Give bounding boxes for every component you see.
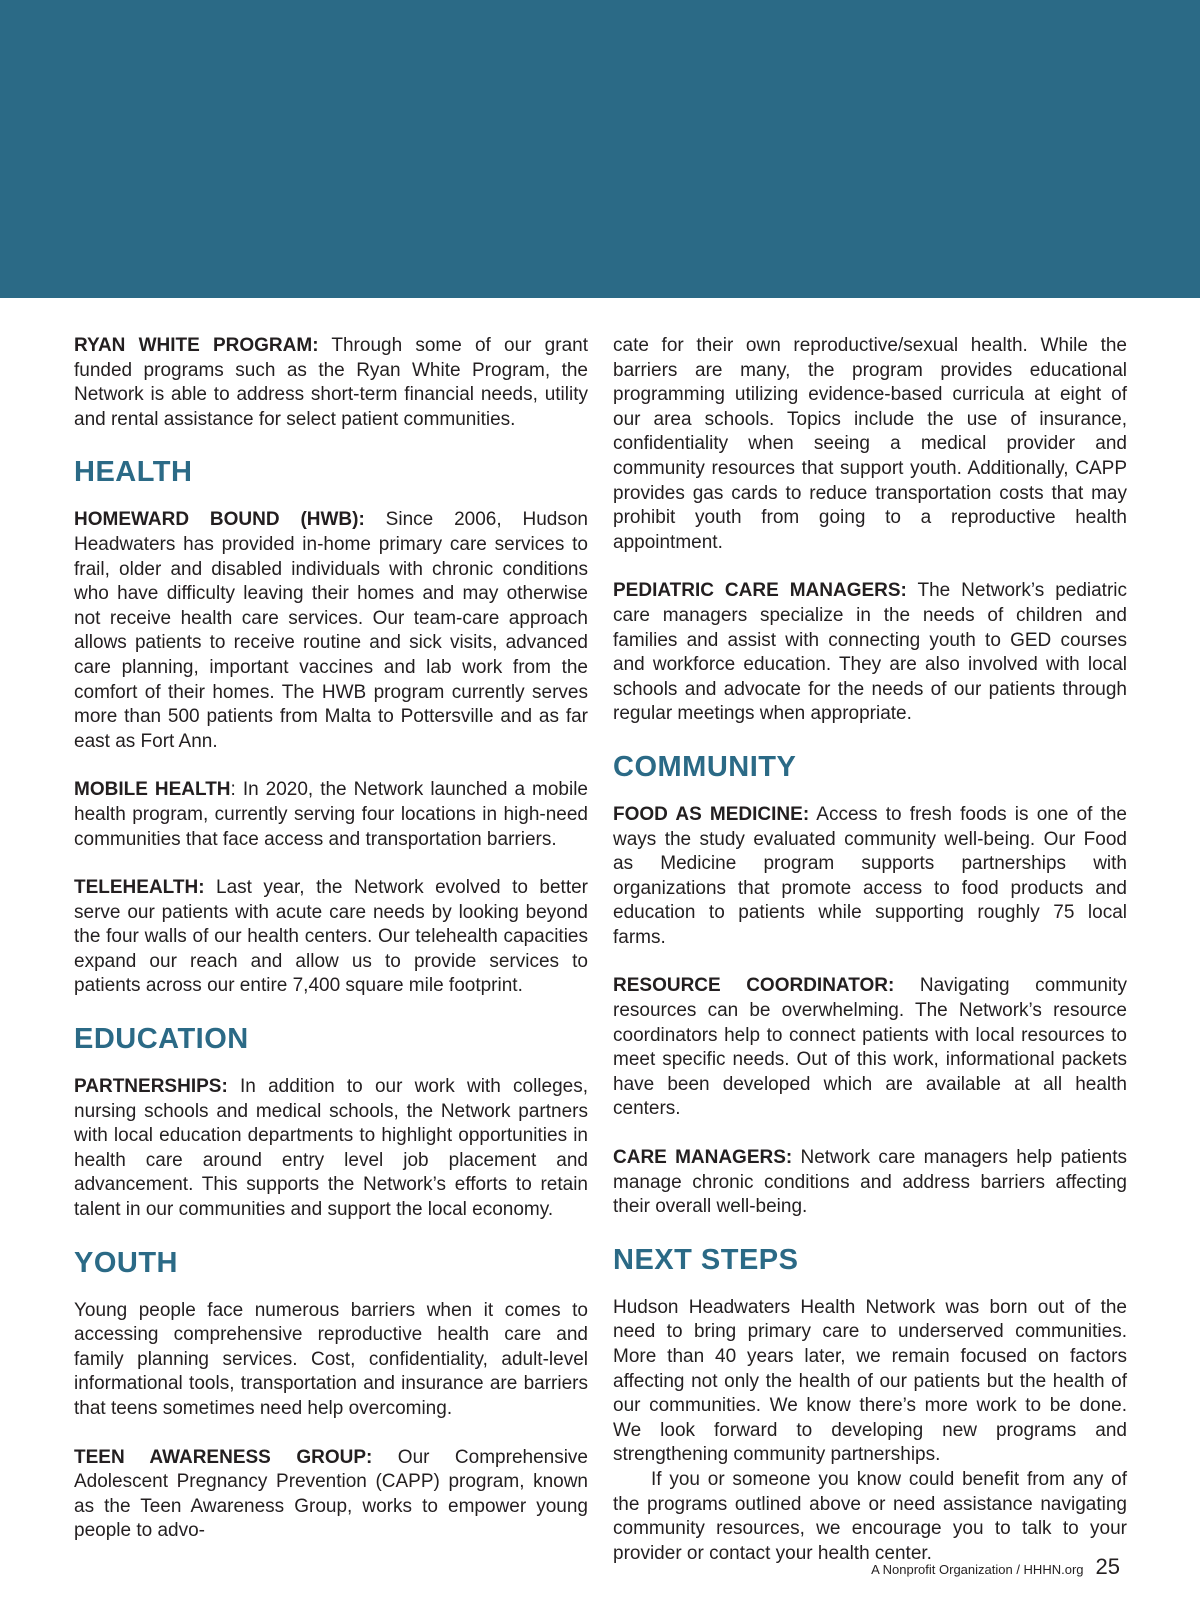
pediatric-care-text: The Network’s pediatric care managers specialize in the needs of children and families and assist with connecting youth to GED courses and workforce education. They are also involved with local schools and advocate for the needs of our patients through regular meetings when appropriate. [613,580,1128,725]
pediatric-care-lead: PEDIATRIC CARE MANAGERS: [613,580,907,602]
pediatric-care-paragraph [613,579,1127,727]
left-column [74,334,588,1544]
telehealth-text: Last year, the Network evolved to better serve our patients with acute care needs by looking beyond the four walls of our health centers. Our telehealth capacities expand our reach and allow us to provide services to patients across our entire 7,400 square mile footprint. [74,877,588,997]
telehealth-paragraph [74,876,588,999]
homeward-bound-text: Since 2006, Hudson Headwaters has provided in-home primary care services to frail, older and disabled individuals with chronic conditions who have difficulty leaving their homes and may otherwise not receive health care services. Our team-care approach allows patients to receive routine and sick visits, advanced care planning, important vaccines and lab work from the comfort of their homes. The HWB program currently serves more than 500 patients from Malta to Pottersville and as far east as Fort Ann. [74,509,588,752]
partnerships-lead: PARTNERSHIPS: [74,1076,228,1098]
right-column [613,334,1127,1566]
teen-awareness-continued: cate for their own reproductive/sexual health. While the barriers are many, the program provides educational programming utilizing evidence-based curricula at eight of our area schools. Topics include the use of insurance, confidentiality when seeing a medical provider and community resources that support youth. Additionally, CAPP provides gas cards to reduce transportation costs that may prohibit youth from going to a reproductive health appointment. [613,335,1127,553]
next-steps-paragraph-1: Hudson Headwaters Health Network was born out of the need to bring primary care to underserved communities. More than 40 years later, we remain focused on factors affecting not only the health of our patients but the health of our communities. We know there’s more work to be done. We look forward to developing new programs and strengthening community partnerships. [613,1296,1127,1466]
youth-paragraph: Young people face numerous barriers when it comes to accessing comprehensive reproductive health care and family planning services. Cost, confidentiality, adult-level informational tools, transportation and insurance are barriers that teens sometimes need help overcoming. [74,1299,588,1419]
ryan-white-lead: RYAN WHITE PROGRAM: [74,335,319,356]
mobile-health-text: : In 2020, the Network launched a mobile health program, currently serving four locations in high-need communities that face access and transportation barriers. [74,779,588,850]
header-banner [0,0,1200,298]
next-steps-paragraph-2: If you or someone you know could benefit from any of the programs outlined above or need assistance navigating community resources, we encourage you to talk to your provider or contact your health center. [613,1468,1127,1564]
page-number: 25 [1095,1554,1120,1579]
teen-awareness-lead: TEEN AWARENESS GROUP: [74,1446,373,1468]
footer-organization: A Nonprofit Organization / HHHN.org [871,1562,1084,1577]
ryan-white-paragraph [74,334,588,432]
community-heading: COMMUNITY [613,750,797,783]
care-managers-text: Network care managers help patients manage chronic conditions and address barriers affecting their overall well-being. [613,1147,1127,1218]
education-heading: EDUCATION [74,1023,249,1056]
ryan-white-text: Through some of our grant funded programs such as the Ryan White Program, the Network is able to address short-term financial needs, utility and rental assistance for select patient communities. [74,335,588,430]
partnerships-paragraph [74,1075,588,1223]
health-heading: HEALTH [74,456,193,489]
food-medicine-text: Access to fresh foods is one of the ways the study evaluated community well-being. Our Food as Medicine program supports partnerships with organizations that promote access to food products and education to patients while supporting roughly 75 local farms. [613,803,1127,948]
homeward-bound-lead: HOMEWARD BOUND (HWB): [74,509,365,531]
mobile-health-lead: MOBILE HEALTH [74,779,231,801]
telehealth-lead: TELEHEALTH: [74,877,205,899]
resource-coordinator-paragraph [613,974,1127,1122]
mobile-health-paragraph [74,778,588,852]
teen-awareness-text: Our Comprehensive Adolescent Pregnancy Prevention (CAPP) program, known as the Teen Awareness Group, works to empower young people to advo- [74,1446,588,1542]
homeward-bound-paragraph [74,508,588,754]
page-footer [871,1554,1120,1580]
care-managers-lead: CARE MANAGERS: [613,1147,793,1169]
next-steps-heading: NEXT STEPS [613,1243,799,1276]
food-medicine-lead: FOOD AS MEDICINE: [613,803,810,825]
youth-heading: YOUTH [74,1246,178,1279]
resource-coordinator-lead: RESOURCE COORDINATOR: [613,975,895,997]
partnerships-text: In addition to our work with colleges, nursing schools and medical schools, the Network partners with local education departments to highlight opportunities in health care around entry level job placement and advancement. This supports the Network’s efforts to retain talent in our communities and support the local economy. [74,1076,588,1221]
teen-awareness-paragraph [74,1446,588,1544]
care-managers-paragraph [613,1146,1127,1220]
resource-coordinator-text: Navigating community resources can be overwhelming. The Network’s resource coordinators help to connect patients with local resources to meet specific needs. Out of this work, informational packets have been developed which are available at all health centers. [613,975,1127,1120]
food-medicine-paragraph [613,803,1127,951]
